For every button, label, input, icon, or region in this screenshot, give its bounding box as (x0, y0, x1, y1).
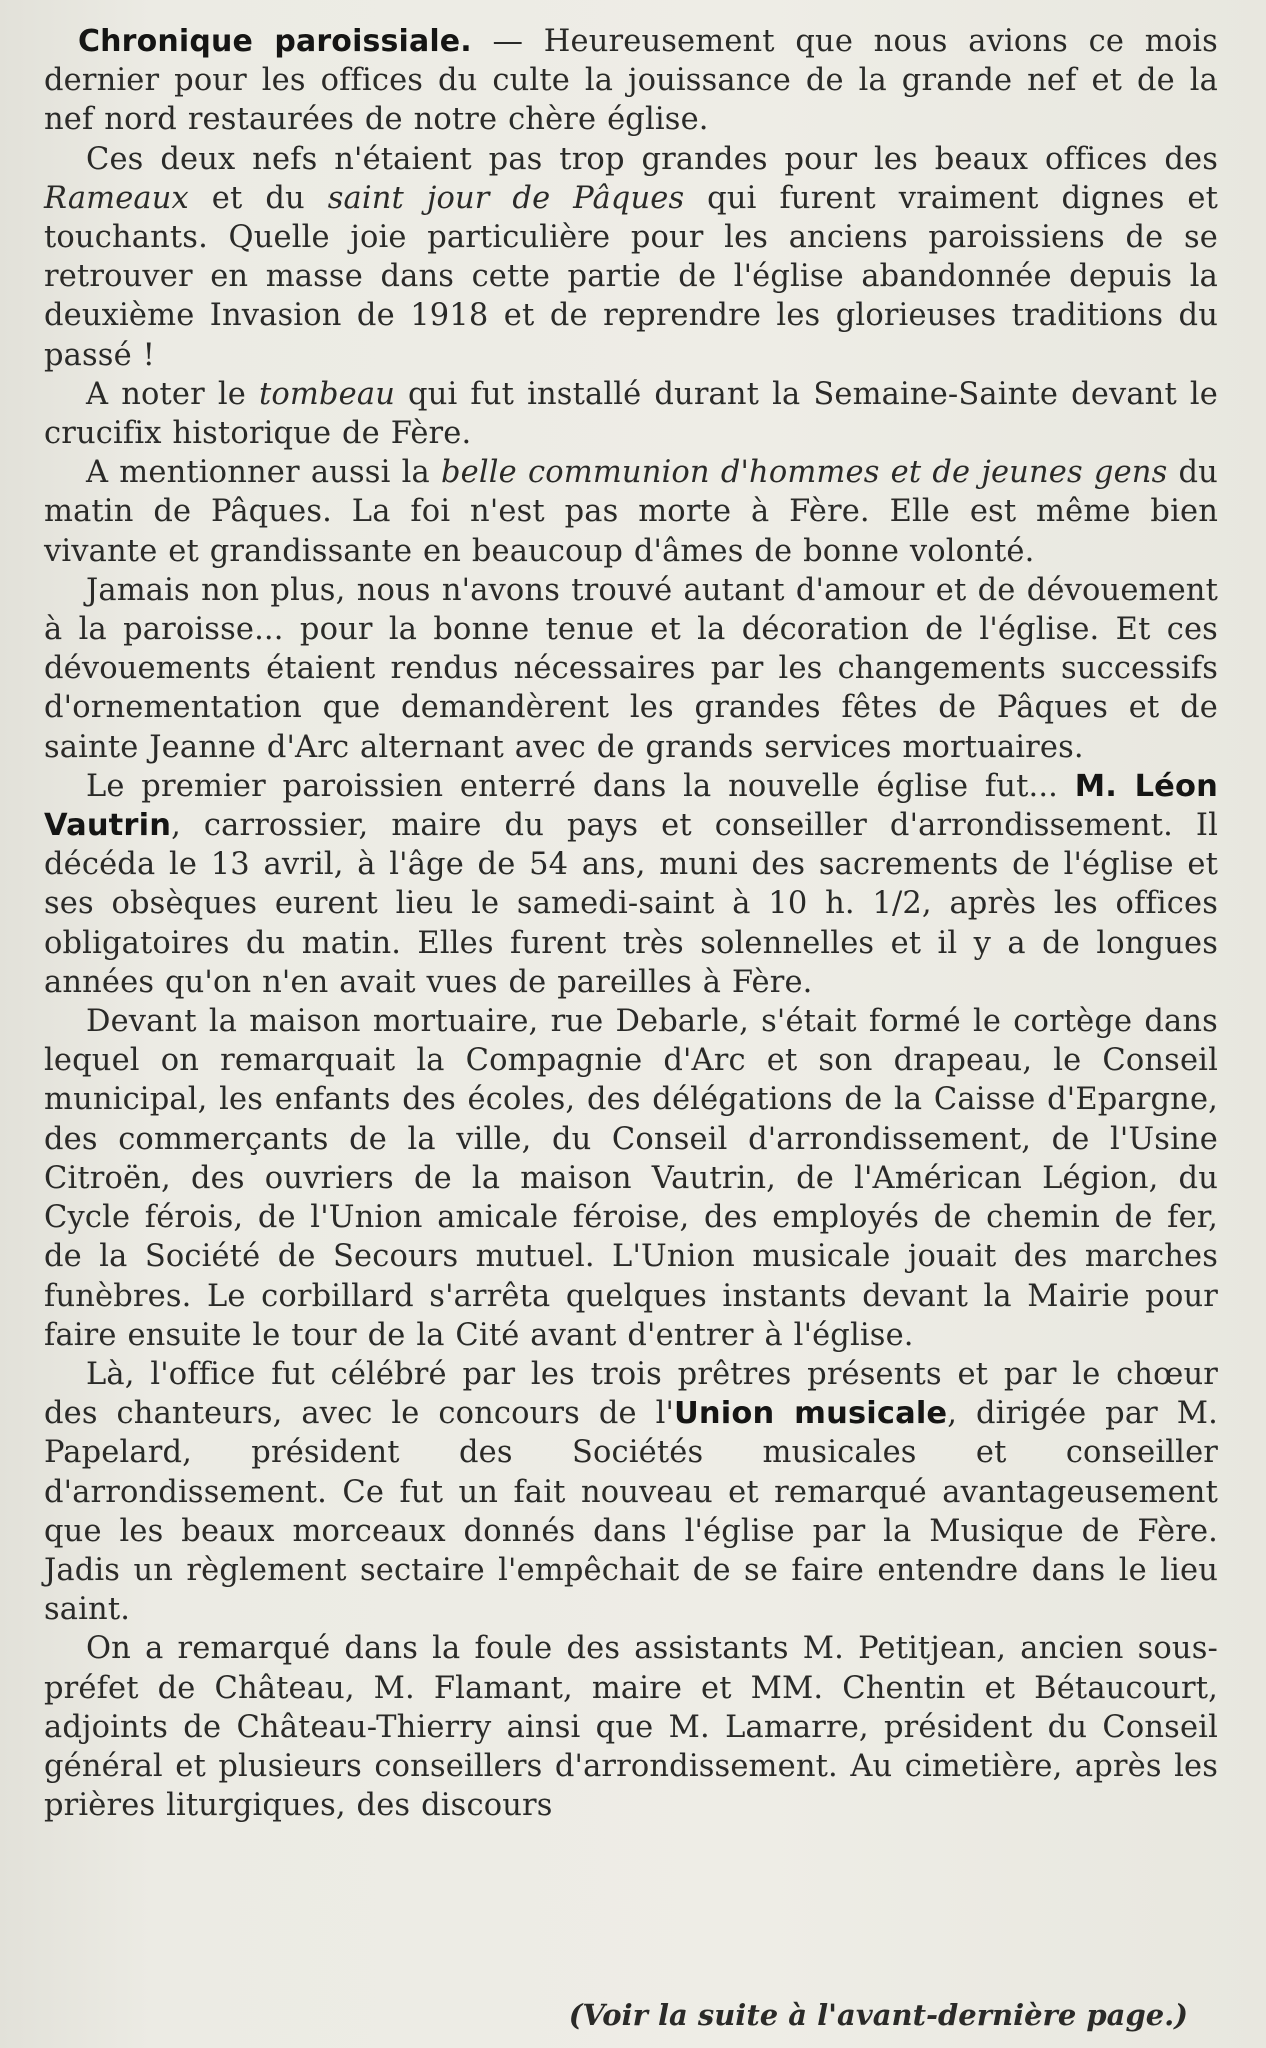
section-heading: Chronique paroissiale. (78, 24, 472, 59)
paragraph-office (44, 1355, 1218, 1629)
text-run: qui furent vraiment dignes et touchants. Quelle joie particulière pour les anciens paroissiens de se retrouver en masse dans cette partie de l'église abandonnée depuis la deuxième Invasion de 1918 et de reprendre les glorieuses traditions du passé ! (44, 180, 1219, 373)
text-run: Le premier paroissien enterré dans la nouvelle église fut... (86, 768, 1075, 804)
paragraph-devouement: Jamais non plus, nous n'avons trouvé autant d'amour et de dévouement à la paroisse... pour la bonne tenue et la décoration de l'église. Et ces dévouements étaient rendus nécessaires par les changements successifs d'ornementation que demandèrent les grandes fêtes de Pâques et de sainte Jeanne d'Arc alternant avec de grands services mortuaires. (44, 572, 1218, 765)
text-run: A mentionner aussi la (86, 455, 441, 491)
text-run: Ces deux nefs n'étaient pas trop grandes pour les beaux offices des (86, 141, 1218, 177)
paragraph-assistants: On a remarqué dans la foule des assistants M. Petitjean, ancien sous-préfet de Château, M. Flamant, maire et MM. Chentin et Bétaucourt, adjoints de Château-Thierry ainsi que M. Lamarre, président du Conseil général et plusieurs conseillers d'arrondissement. Au cimetière, après les prières liturgiques, des discours (44, 1631, 1218, 1824)
paragraph-cortege: Devant la maison mortuaire, rue Debarle, s'était formé le cortège dans lequel on remarquait la Compagnie d'Arc et son drapeau, le Conseil municipal, les enfants des écoles, des délégations de la Caisse d'Epargne, des commerçants de la ville, du Conseil d'arrondissement, de l'Usine Citroën, des ouvriers de la maison Vautrin, de l'Américan Légion, du Cycle férois, de l'Union amicale féroise, des employés de chemin de fer, de la Société de Secours mutuel. L'Union musicale jouait des marches funèbres. Le corbillard s'arrêta quelques instants devant la Mairie pour faire ensuite le tour de la Cité avant d'entrer à l'église. (44, 1004, 1218, 1353)
text-run: et du (188, 180, 328, 216)
continuation-note: (Voir la suite à l'avant-dernière page.) (568, 1998, 1188, 2032)
text-run: A noter le (86, 376, 259, 412)
emphasis-tombeau: tombeau (259, 376, 395, 412)
emphasis-communion: belle communion d'hommes et de jeunes gens (441, 455, 1168, 491)
intro-text: — Heureusement que nous avions ce mois dernier pour les offices du culte la jouissance de la grande nef et de la nef nord restaurées de notre chère église. (44, 24, 1218, 138)
text-run: , dirigée par M. Papelard, président des Sociétés musicales et conseiller d'arrondissement. Ce fut un fait nouveau et remarqué avantageusement que les beaux morceaux donnés dans l'église par la Musique de Fère. Jadis un règlement sectaire l'empêchait de se faire entendre dans le lieu saint. (44, 1396, 1218, 1628)
article-body (44, 22, 1218, 1825)
paragraph-vautrin (44, 767, 1218, 1002)
paragraph-intro (44, 22, 1218, 140)
paragraph-rameaux (44, 140, 1218, 375)
text-run: qui fut installé durant la Semaine-Sainte devant le crucifix historique de Fère. (44, 376, 1218, 452)
emphasis-paques: saint jour de Pâques (327, 180, 685, 216)
paragraph-tombeau (44, 375, 1218, 453)
union-musicale-name: Union musicale (674, 1396, 948, 1432)
paragraph-communion (44, 453, 1218, 571)
text-run: , carrossier, maire du pays et conseiller d'arrondissement. Il décéda le 13 avril, à l'âge de 54 ans, muni des sacrements de l'église et ses obsèques eurent lieu le samedi-saint à 10 h. 1/2, après les offices obligatoires du matin. Elles furent très solennelles et il y a de longues années qu'on n'en avait vues de pareilles à Fère. (44, 808, 1218, 1000)
emphasis-rameaux: Rameaux (44, 180, 189, 216)
person-name: M. Léon Vautrin (44, 768, 1218, 844)
text-run: Là, l'office fut célébré par les trois prêtres présents et par le chœur des chanteurs, avec le concours de l' (44, 1356, 1218, 1432)
text-run: du matin de Pâques. La foi n'est pas morte à Fère. Elle est même bien vivante et grandissante en beaucoup d'âmes de bonne volonté. (44, 455, 1218, 569)
